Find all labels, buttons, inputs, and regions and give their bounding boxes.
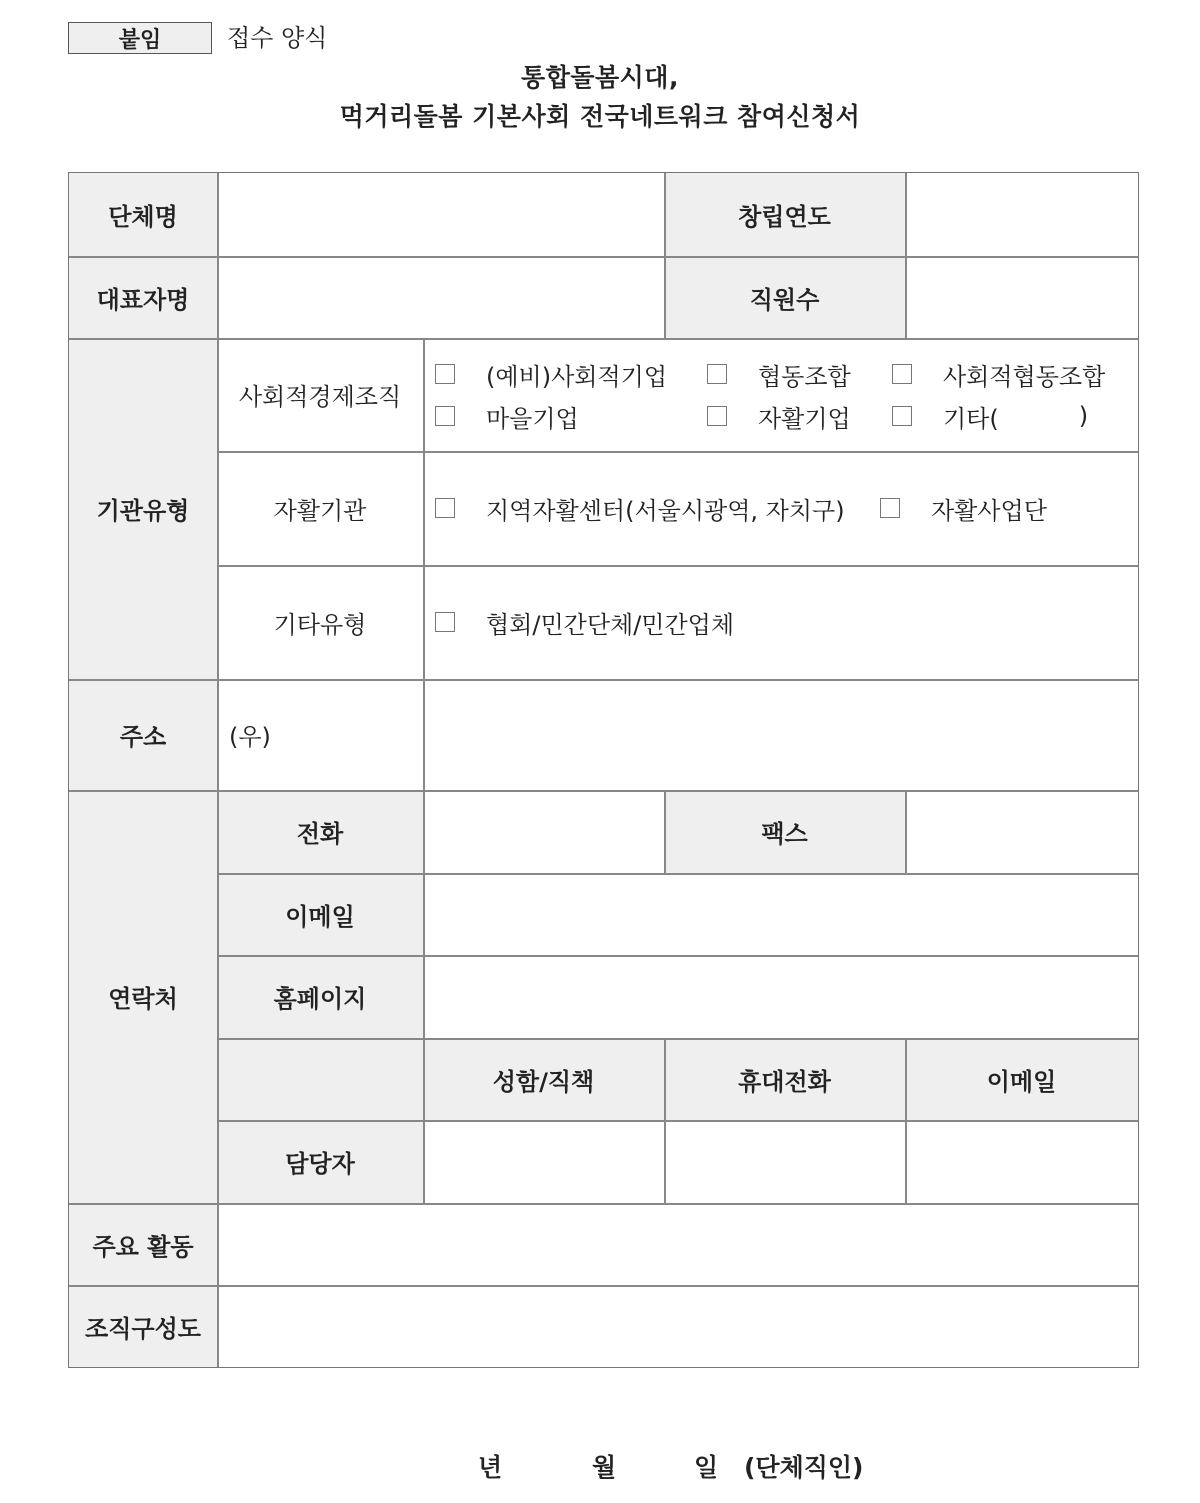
day-label: 일: [694, 1453, 719, 1482]
main-activity-input[interactable]: [217, 1203, 1138, 1285]
attachment-tag: 붙임: [68, 22, 212, 54]
org-chart-input[interactable]: [217, 1285, 1138, 1367]
checkbox[interactable]: [435, 406, 455, 426]
staff-count-input[interactable]: [905, 256, 1138, 338]
homepage-label: 홈페이지: [217, 955, 423, 1038]
checkbox[interactable]: [880, 498, 900, 518]
option-label: (예비)사회적기업: [486, 362, 668, 391]
org-seal-label: (단체직인): [744, 1453, 864, 1482]
grid-line: [69, 256, 1138, 258]
postal-prefix: (우): [229, 723, 271, 751]
option-regional-self-support-center[interactable]: [435, 490, 845, 526]
year-label: 년: [478, 1453, 503, 1482]
email-input[interactable]: [423, 873, 1138, 955]
checkbox[interactable]: [707, 406, 727, 426]
founded-year-label: 창립연도: [664, 173, 905, 256]
address-label: 주소: [69, 679, 217, 790]
option-label: 기타(: [943, 404, 999, 433]
checkbox[interactable]: [892, 364, 912, 384]
grid-line: [69, 1285, 1138, 1287]
other-type-label: 기타유형: [273, 610, 367, 639]
option-label: 사회적협동조합: [943, 362, 1106, 391]
email-label: 이메일: [217, 873, 423, 955]
option-label: 협동조합: [758, 362, 851, 391]
grid-line: [69, 338, 1138, 340]
option-association[interactable]: [435, 604, 734, 640]
name-position-header: 성함/직책: [423, 1038, 664, 1120]
option-self-support-project[interactable]: [880, 490, 1047, 526]
fax-label: 팩스: [664, 790, 905, 873]
option-cooperative[interactable]: [707, 356, 851, 392]
option-label: 자활기업: [758, 404, 851, 433]
option-self-support-enterprise[interactable]: [707, 398, 851, 434]
grid-line: [664, 173, 666, 338]
grid-line: [423, 338, 425, 1203]
founded-year-input[interactable]: [905, 173, 1138, 256]
grid-line: [664, 790, 666, 873]
grid-line: [217, 173, 219, 1367]
main-activity-label: 주요 활동: [69, 1203, 217, 1285]
representative-label: 대표자명: [69, 256, 217, 338]
grid-line: [217, 565, 1138, 567]
grid-line: [217, 955, 1138, 957]
option-village-enterprise[interactable]: [435, 398, 579, 434]
checkbox[interactable]: [707, 364, 727, 384]
fax-input[interactable]: [905, 790, 1138, 873]
grid-line: [905, 790, 907, 873]
mobile-header: 휴대전화: [664, 1038, 905, 1120]
option-pre-social-enterprise[interactable]: [435, 356, 667, 392]
option-label: 지역자활센터(서울시광역, 자치구): [486, 496, 845, 525]
grid-line: [217, 873, 1138, 875]
manager-name-input[interactable]: [423, 1120, 664, 1203]
manager-email-header: 이메일: [905, 1038, 1138, 1120]
contact-label: 연락처: [69, 790, 217, 1203]
grid-line: [69, 790, 1138, 792]
org-chart-label: 조직구성도: [69, 1285, 217, 1367]
manager-label: 담당자: [217, 1120, 423, 1203]
grid-line: [69, 1203, 1138, 1205]
grid-line: [217, 451, 1138, 453]
org-name-label: 단체명: [69, 173, 217, 256]
social-econ-label: 사회적경제조직: [238, 383, 402, 411]
self-support-label: 자활기관: [273, 496, 367, 525]
attachment-description: 접수 양식: [227, 24, 328, 52]
org-type-label: 기관유형: [69, 338, 217, 679]
manager-email-input[interactable]: [905, 1120, 1138, 1203]
postal-code-field[interactable]: [217, 679, 423, 790]
option-label: 마을기업: [486, 404, 579, 433]
checkbox[interactable]: [435, 364, 455, 384]
representative-input[interactable]: [217, 256, 664, 338]
manager-header-blank: [217, 1038, 423, 1120]
option-label: 자활사업단: [931, 496, 1047, 525]
homepage-input[interactable]: [423, 955, 1138, 1038]
option-label: 협회/민간단체/민간업체: [486, 610, 735, 639]
org-name-input[interactable]: [217, 173, 664, 256]
phone-input[interactable]: [423, 790, 664, 873]
month-label: 월: [592, 1453, 617, 1482]
checkbox[interactable]: [892, 406, 912, 426]
grid-line: [69, 679, 1138, 681]
form-title-line1: 통합돌봄시대,: [521, 63, 679, 92]
option-other[interactable]: [892, 398, 1088, 434]
option-close-paren: ): [1078, 402, 1089, 430]
signature-date-line: [0, 1451, 1200, 1485]
grid-line: [905, 173, 907, 338]
address-input[interactable]: [423, 679, 1138, 790]
grid-line: [217, 1120, 1138, 1122]
checkbox[interactable]: [435, 612, 455, 632]
checkbox[interactable]: [435, 498, 455, 518]
form-title-line2: 먹거리돌봄 기본사회 전국네트워크 참여신청서: [339, 102, 861, 131]
grid-line: [217, 1038, 1138, 1040]
phone-label: 전화: [217, 790, 423, 873]
option-social-cooperative[interactable]: [892, 356, 1105, 392]
staff-count-label: 직원수: [664, 256, 905, 338]
grid-line: [905, 1038, 907, 1203]
application-form: [68, 172, 1139, 1368]
manager-mobile-input[interactable]: [664, 1120, 905, 1203]
grid-line: [664, 1038, 666, 1203]
